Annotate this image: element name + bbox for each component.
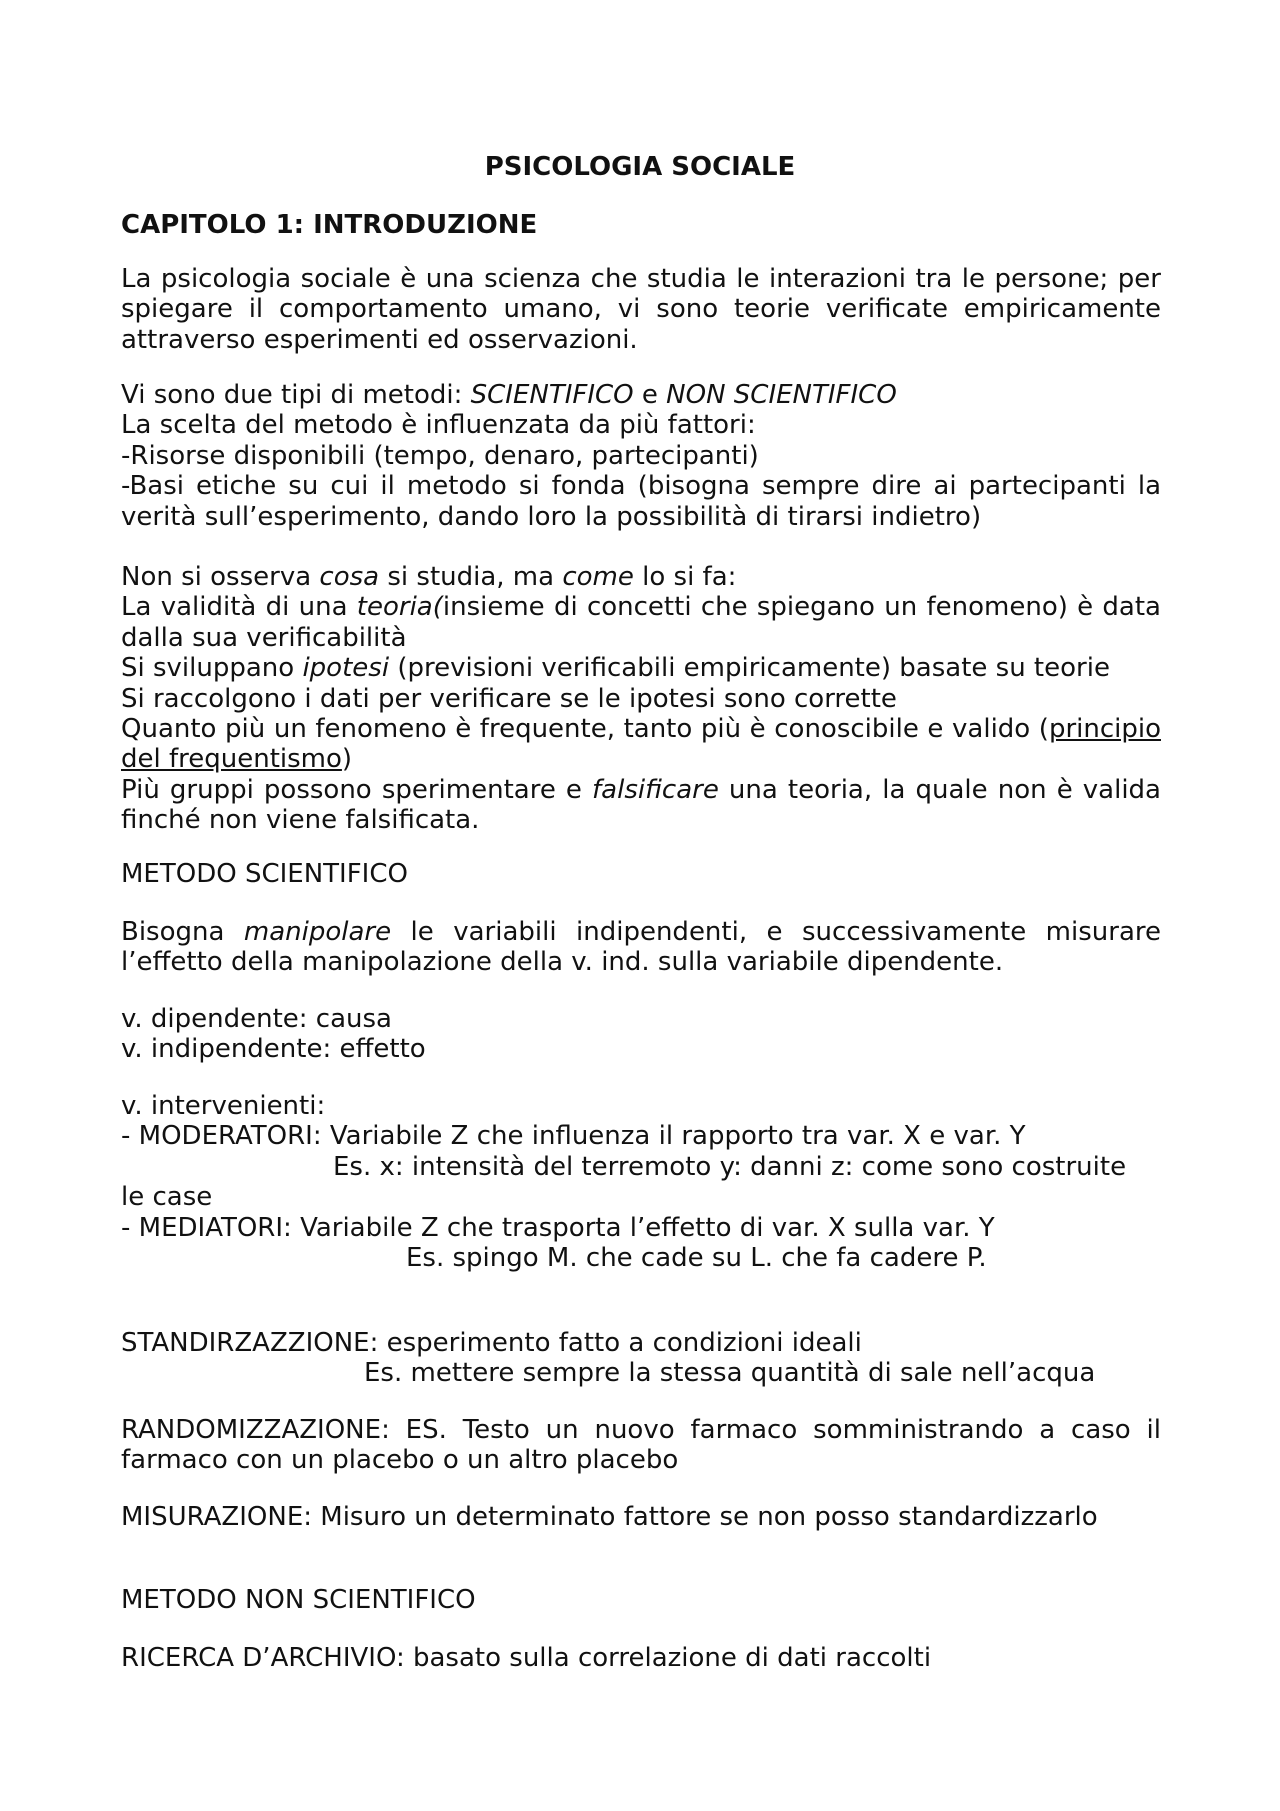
mediators-example: Es. spingo M. che cade su L. che fa cadere P. bbox=[406, 1243, 987, 1274]
moderators-example: Es. x: intensità del terremoto y: danni z: come sono costruite bbox=[333, 1151, 1127, 1182]
moderators-example-cont: le case bbox=[121, 1182, 213, 1213]
intro-paragraph: La psicologia sociale è una scienza che studia le interazioni tra le persone; per spiegare il comportamento umano, vi sono teorie verificate empiricamente attraverso esperimenti ed osservazioni. bbox=[121, 264, 1161, 355]
choice-line: La scelta del metodo è influenzata da più fattori: bbox=[121, 410, 756, 441]
document-title: PSICOLOGIA SOCIALE bbox=[484, 152, 796, 182]
methods-line bbox=[121, 380, 1161, 410]
ethics-line: -Basi etiche su cui il metodo si fonda (bisogna sempre dire ai partecipanti la verità sull’esperimento, dando loro la possibilità di tirarsi indietro) bbox=[121, 471, 1161, 532]
scientific-method-heading: METODO SCIENTIFICO bbox=[121, 859, 408, 889]
come-term: come bbox=[562, 562, 634, 592]
resources-line: -Risorse disponibili (tempo, denaro, partecipanti) bbox=[121, 440, 759, 471]
falsify-a: Più gruppi possono sperimentare e bbox=[121, 774, 593, 805]
manipulate-b: le variabili indipendenti, e successivamente misurare l’effetto della manipolazione della v. ind. sulla variabile dipendente. bbox=[121, 917, 1161, 978]
observe-c: lo si fa: bbox=[633, 562, 737, 592]
variables-block bbox=[121, 1004, 1161, 1065]
validity-line bbox=[121, 592, 1161, 653]
non-scientific-term: NON SCIENTIFICO bbox=[666, 380, 897, 410]
hypothesis-b: (previsioni verificabili empiricamente) basate su teorie bbox=[389, 653, 1110, 684]
standardization-line: STANDIRZAZZIONE: esperimento fatto a condizioni ideali bbox=[121, 1328, 862, 1358]
methods-prefix: Vi sono due tipi di metodi: bbox=[121, 380, 471, 410]
measurement-line: MISURAZIONE: Misuro un determinato fattore se non posso standardizzarlo bbox=[121, 1502, 1098, 1532]
dependent-line: v. dipendente: causa bbox=[121, 1004, 392, 1034]
archive-research-line: RICERCA D’ARCHIVIO: basato sulla correlazione di dati raccolti bbox=[121, 1643, 932, 1673]
non-scientific-method-heading: METODO NON SCIENTIFICO bbox=[121, 1585, 476, 1615]
falsify-line bbox=[121, 775, 1161, 836]
chapter-heading: CAPITOLO 1: INTRODUZIONE bbox=[121, 210, 538, 240]
manipolare-term: manipolare bbox=[243, 917, 392, 947]
intervening-line: v. intervenienti: bbox=[121, 1091, 326, 1121]
observe-a: Non si osserva bbox=[121, 562, 320, 592]
frequentism-line bbox=[121, 714, 1161, 775]
observation-block bbox=[121, 562, 1161, 836]
standardization-block bbox=[121, 1328, 1161, 1389]
falsificare-term: falsificare bbox=[592, 774, 719, 805]
independent-line: v. indipendente: effetto bbox=[121, 1034, 426, 1065]
hypothesis-a: Si sviluppano bbox=[121, 653, 303, 684]
validity-a: La validità di una bbox=[121, 592, 357, 623]
cosa-term: cosa bbox=[319, 562, 380, 592]
standardization-example: Es. mettere sempre la stessa quantità di sale nell’acqua bbox=[364, 1358, 1096, 1389]
observe-b: si studia, ma bbox=[379, 562, 563, 592]
frequentism-a: Quanto più un fenomeno è frequente, tanto più è conoscibile e valido ( bbox=[121, 714, 1049, 745]
frequentism-b: ) bbox=[341, 744, 353, 775]
falsify-b: una teoria, la quale non è valida finché non viene falsificata. bbox=[121, 774, 1161, 836]
observe-line bbox=[121, 562, 1161, 592]
scientific-term: SCIENTIFICO bbox=[470, 380, 634, 410]
randomization-paragraph: RANDOMIZZAZIONE: ES. Testo un nuovo farmaco somministrando a caso il farmaco con un placebo o un altro placebo bbox=[121, 1415, 1161, 1476]
and-word: e bbox=[633, 380, 667, 410]
hypothesis-line bbox=[121, 653, 1161, 683]
methods-block bbox=[121, 380, 1161, 532]
frequentism-principle: principio del frequentismo bbox=[121, 714, 1161, 775]
teoria-term: teoria( bbox=[356, 592, 443, 623]
validity-b: insieme di concetti che spiegano un fenomeno) è data dalla sua verificabilità bbox=[121, 592, 1161, 653]
manipulate-a: Bisogna bbox=[121, 917, 244, 947]
intervening-block bbox=[121, 1091, 1161, 1273]
ipotesi-term: ipotesi bbox=[302, 653, 390, 684]
collect-line: Si raccolgono i dati per verificare se le ipotesi sono corrette bbox=[121, 683, 897, 714]
manipulate-paragraph bbox=[121, 917, 1161, 978]
mediators-line: - MEDIATORI: Variabile Z che trasporta l’effetto di var. X sulla var. Y bbox=[121, 1212, 995, 1243]
moderators-line: - MODERATORI: Variabile Z che influenza il rapporto tra var. X e var. Y bbox=[121, 1121, 1026, 1152]
